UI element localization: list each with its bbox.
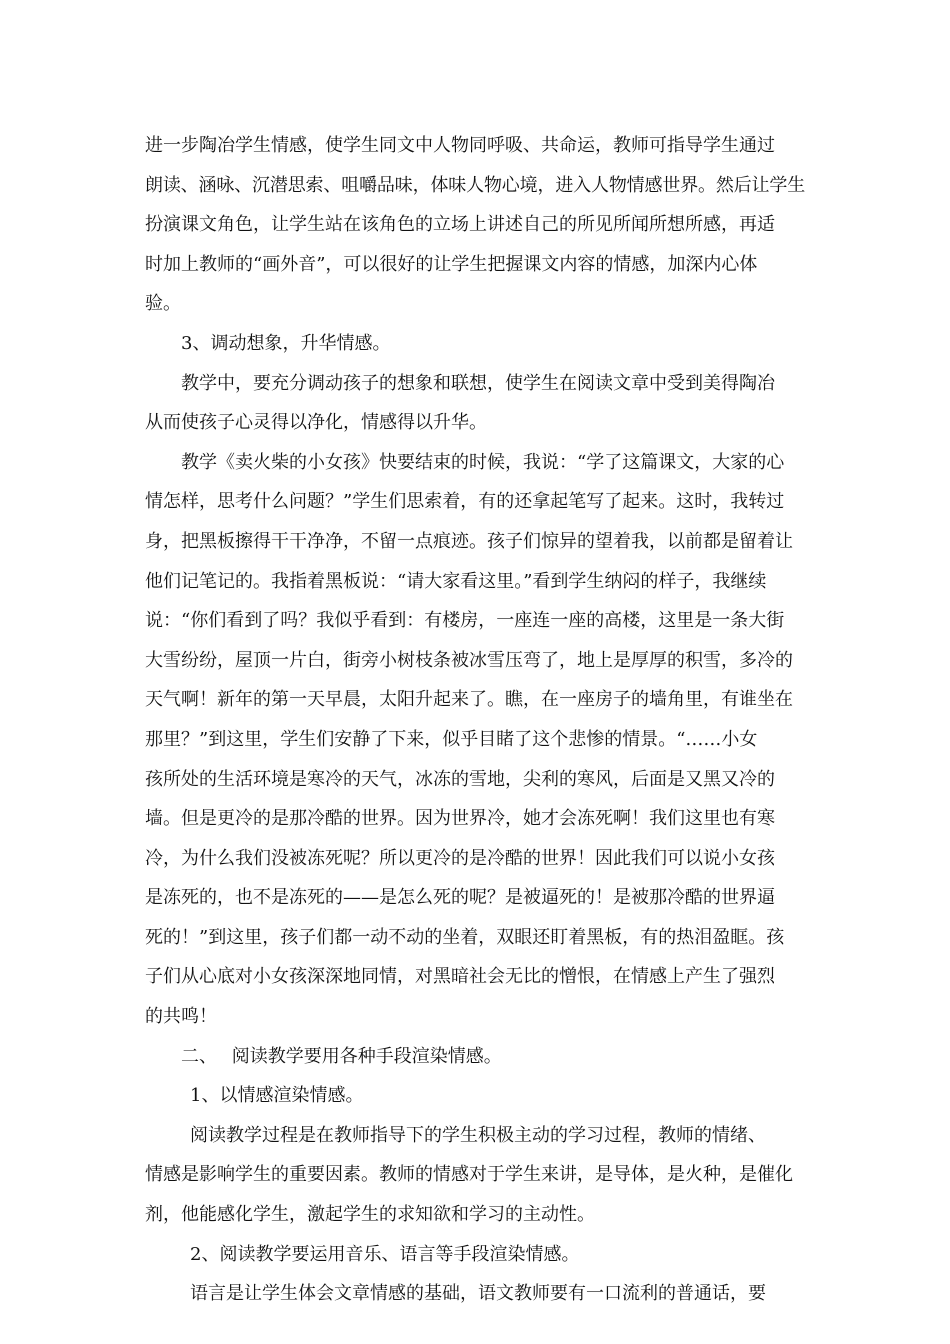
text-line: 孩所处的生活环境是寒冷的天气，冰冻的雪地，尖利的寒风，后面是又黑又冷的 — [145, 768, 775, 790]
text-line: 说：“你们看到了吗？我似乎看到：有楼房，一座连一座的高楼，这里是一条大街 — [145, 610, 785, 632]
text-line: 他们记笔记的。我指着黑板说：“请大家看这里。”看到学生纳闷的样子，我继续 — [145, 570, 767, 592]
text-line: 时加上教师的“画外音”，可以很好的让学生把握课文内容的情感，加深内心体 — [145, 253, 758, 275]
text-line: 扮演课文角色，让学生站在该角色的立场上讲述自己的所见所闻所想所感，再适 — [145, 214, 775, 236]
text-line: 的共鸣！ — [145, 1006, 217, 1028]
text-line: 大雪纷纷，屋顶一片白，街旁小树枝条被冰雪压弯了，地上是厚厚的积雪，多冷的 — [145, 649, 793, 671]
text-line: 进一步陶冶学生情感，使学生同文中人物同呼吸、共命运，教师可指导学生通过 — [145, 135, 775, 156]
text-line: 阅读教学过程是在教师指导下的学生积极主动的学习过程，教师的情绪、 — [190, 1124, 766, 1146]
text-line: 情怎样，思考什么问题？”学生们思索着，有的还拿起笔写了起来。这时，我转过 — [145, 491, 785, 513]
document-body — [145, 126, 805, 1314]
text-line: 验。 — [145, 293, 181, 315]
text-line: 语言是让学生体会文章情感的基础，语文教师要有一口流利的普通话，要 — [190, 1283, 766, 1305]
text-line: 子们从心底对小女孩深深地同情，对黑暗社会无比的憎恨，在情感上产生了强烈 — [145, 966, 775, 988]
text-line: 从而使孩子心灵得以净化，情感得以升华。 — [145, 412, 487, 434]
text-line: 墙。但是更冷的是那冷酷的世界。因为世界冷，她才会冻死啊！我们这里也有寒 — [145, 808, 775, 830]
text-line: 情感是影响学生的重要因素。教师的情感对于学生来讲，是导体，是火种，是催化 — [145, 1164, 793, 1186]
text-line: 教学《卖火柴的小女孩》快要结束的时候，我说：“学了这篇课文，大家的心 — [181, 451, 785, 473]
text-line: 教学中，要充分调动孩子的想象和联想，使学生在阅读文章中受到美得陶冶 — [181, 372, 775, 394]
text-line: 朗读、涵咏、沉潜思索、咀嚼品味，体味人物心境，进入人物情感世界。然后让学生 — [145, 174, 806, 196]
text-line: 3、调动想象，升华情感。 — [181, 332, 391, 354]
text-line: 是冻死的，也不是冻死的——是怎么死的呢？是被逼死的！是被那冷酷的世界逼 — [145, 887, 775, 909]
text-line: 身，把黑板擦得干干净净，不留一点痕迹。孩子们惊异的望着我，以前都是留着让 — [145, 530, 793, 552]
text-line: 剂，他能感化学生，激起学生的求知欲和学习的主动性。 — [145, 1204, 595, 1226]
text-line: 2、阅读教学要运用音乐、语言等手段渲染情感。 — [190, 1243, 580, 1265]
text-line: 那里？”到这里，学生们安静了下来，似乎目睹了这个悲惨的情景。“……小女 — [145, 728, 758, 750]
text-line: 二、 阅读教学要用各种手段渲染情感。 — [181, 1045, 502, 1067]
text-line: 冷，为什么我们没被冻死呢？所以更冷的是冷酷的世界！因此我们可以说小女孩 — [145, 847, 775, 869]
text-line: 死的！”到这里，孩子们都一动不动的坐着，双眼还盯着黑板，有的热泪盈眶。孩 — [145, 926, 785, 948]
text-line: 天气啊！新年的第一天早晨，太阳升起来了。瞧，在一座房子的墙角里，有谁坐在 — [145, 689, 793, 711]
text-line: 1、以情感渲染情感。 — [190, 1085, 364, 1107]
